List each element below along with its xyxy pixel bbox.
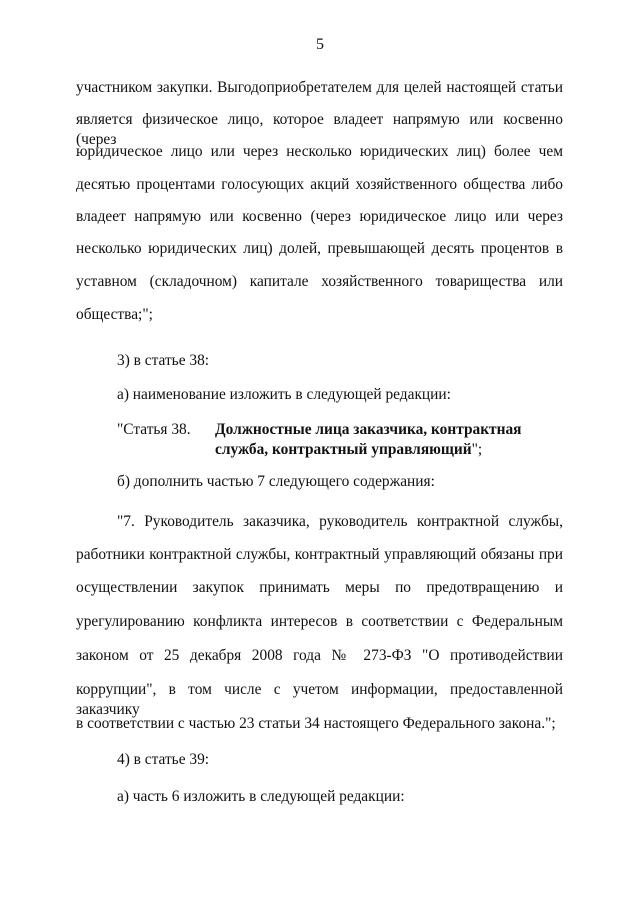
paragraph-line: работники контрактной службы, контрактный управляющий обязаны при — [76, 546, 563, 563]
paragraph-line: общества;"; — [76, 306, 153, 323]
paragraph-line: владеет напрямую или косвенно (через юридическое лицо или через — [76, 208, 563, 225]
paragraph-line: является физическое лицо, которое владеет напрямую или косвенно (через — [76, 111, 563, 148]
paragraph-line: юридическое лицо или через несколько юридических лиц) более чем — [76, 143, 563, 160]
list-item: а) наименование изложить в следующей редакции: — [117, 386, 451, 403]
article-title — [215, 420, 560, 460]
list-item: 4) в статье 39: — [117, 751, 210, 768]
paragraph-line: осуществлении закупок принимать меры по предотвращению и — [76, 579, 563, 596]
list-item: а) часть 6 изложить в следующей редакции: — [117, 788, 405, 805]
list-item: 3) в статье 38: — [117, 352, 210, 369]
paragraph-line: "7. Руководитель заказчика, руководитель контрактной службы, — [117, 513, 563, 530]
paragraph-line: в соответствии с частью 23 статьи 34 настоящего Федерального закона."; — [76, 715, 556, 732]
article-title-tail: "; — [471, 441, 483, 458]
page-number: 5 — [316, 36, 324, 53]
article-label: "Статья 38. — [117, 421, 191, 438]
paragraph-line: урегулированию конфликта интересов в соответствии с Федеральным — [76, 613, 563, 630]
article-title-bold: Должностные лица заказчика, контрактная служба, контрактный управляющий — [215, 421, 522, 458]
paragraph-line: участником закупки. Выгодоприобретателем для целей настоящей статьи — [76, 79, 563, 96]
paragraph-line: коррупции", в том числе с учетом информации, предоставленной заказчику — [76, 681, 563, 718]
list-item: б) дополнить частью 7 следующего содержания: — [117, 473, 435, 490]
paragraph-line: уставном (складочном) капитале хозяйственного товарищества или — [76, 273, 563, 290]
paragraph-line: несколько юридических лиц) долей, превышающей десять процентов в — [76, 240, 563, 257]
paragraph-line: десятью процентами голосующих акций хозяйственного общества либо — [76, 176, 563, 193]
paragraph-line: законом от 25 декабря 2008 года № 273-ФЗ "О противодействии — [76, 647, 563, 664]
